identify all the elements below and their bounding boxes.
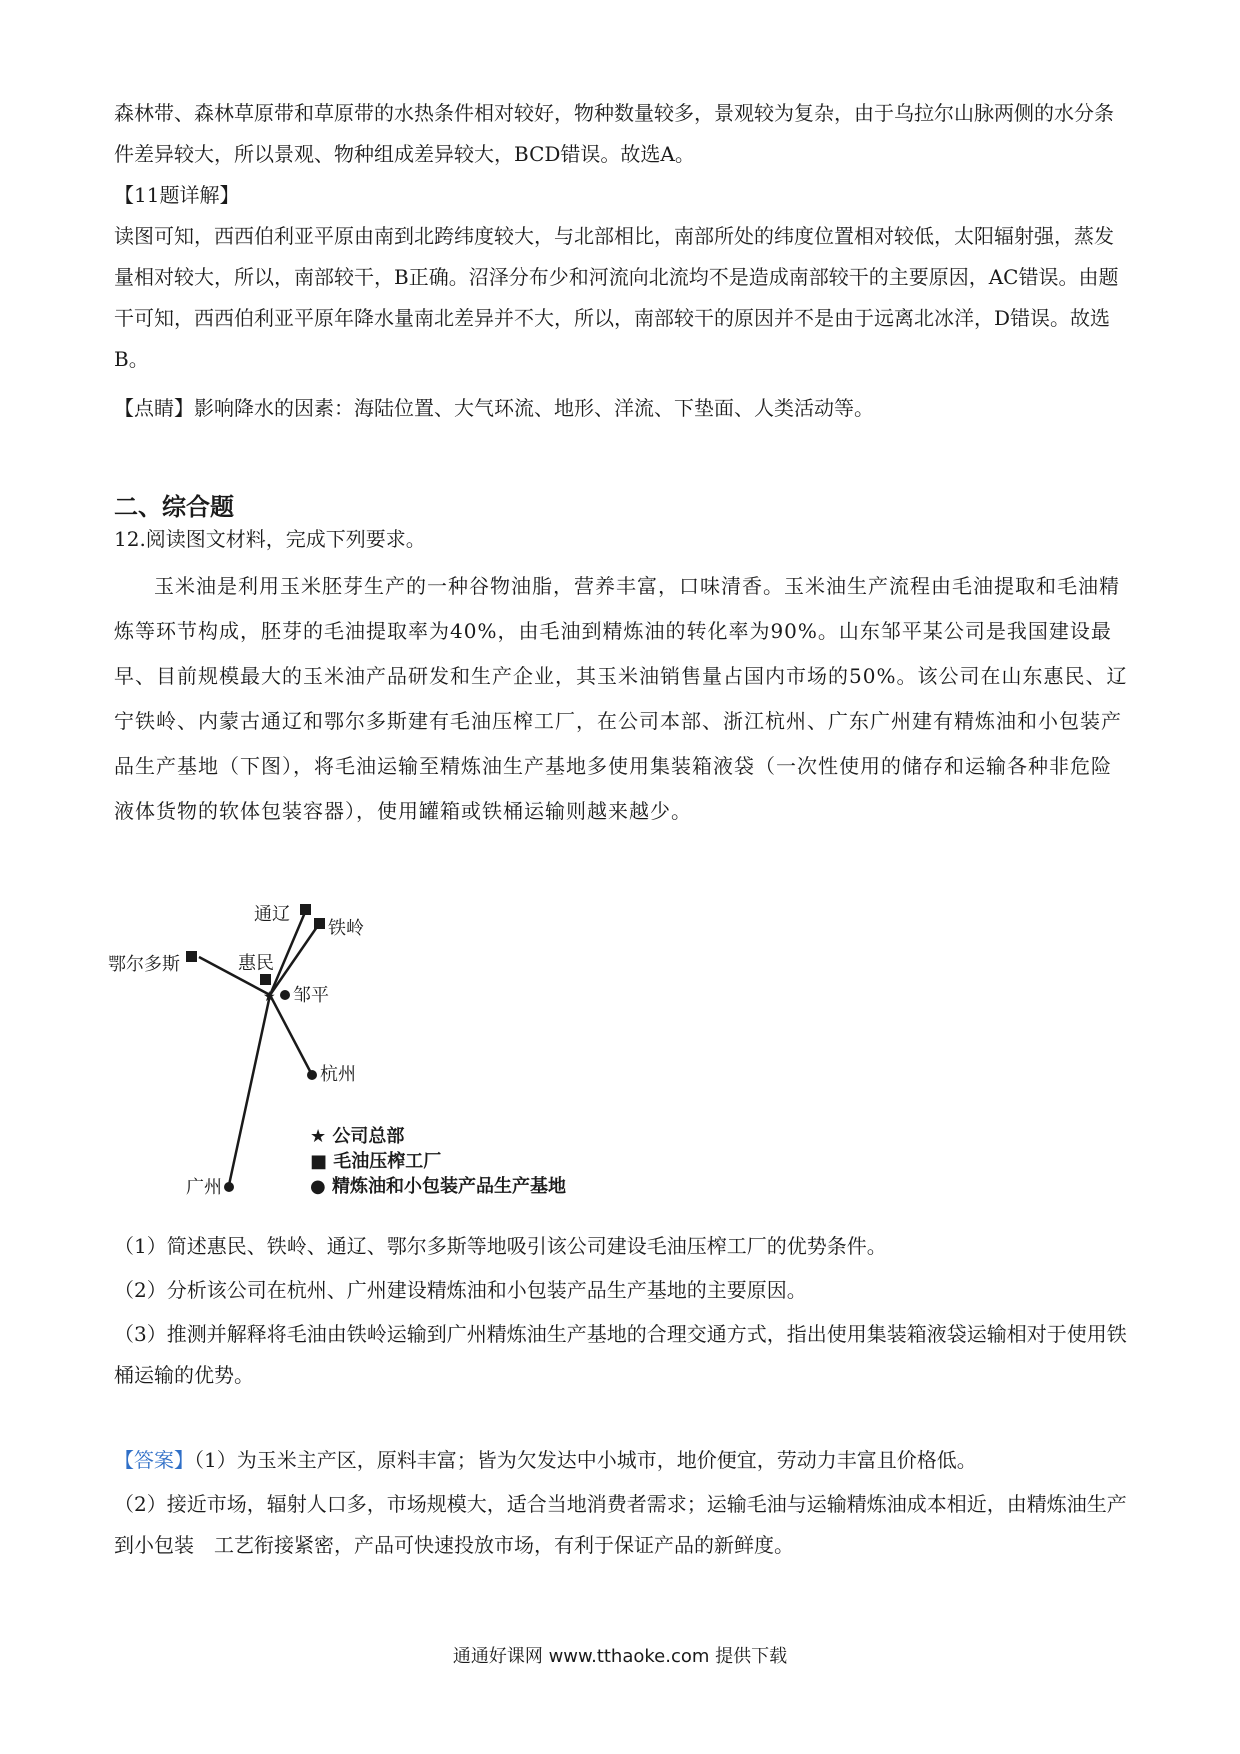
answer-1-text: （1）为玉米主产区，原料丰富；皆为欠发达中小城市，地价便宜，劳动力丰富且价格低。: [194, 1448, 977, 1472]
answer-label: 【答案】: [114, 1448, 194, 1472]
factory-icon-huimin: [260, 974, 271, 985]
label-tieling: 铁岭: [328, 918, 364, 939]
answer-1: [114, 1440, 1130, 1481]
footer: 通通好课网 www.tthaoke.com 提供下载: [452, 1646, 788, 1667]
label-zouping: 邹平: [293, 985, 329, 1006]
label-ordos: 鄂尔多斯: [108, 954, 180, 975]
section-title: 二、综合题: [114, 493, 234, 521]
q12-intro: 12.阅读图文材料，完成下列要求。: [114, 527, 426, 551]
label-hangzhou: 杭州: [320, 1064, 356, 1085]
hq-star-icon: ★: [263, 989, 276, 1005]
factory-icon-tongliao: [300, 904, 311, 915]
distribution-map: [100, 880, 660, 1210]
label-huimin: 惠民: [238, 953, 274, 974]
answer-2: （2）接近市场，辐射人口多，市场规模大，适合当地消费者需求；运输毛油与运输精炼油成本相近，由精炼油生产到小包装 工艺衔接紧密，产品可快速投放市场，有利于保证产品的新鲜度。: [114, 1492, 1127, 1557]
transport-lines: [199, 910, 319, 1185]
question-2: （2）分析该公司在杭州、广州建设精炼油和小包装产品生产基地的主要原因。: [114, 1278, 807, 1302]
tip-paragraph: 【点睛】影响降水的因素：海陆位置、大气环流、地形、洋流、下垫面、人类活动等。: [114, 396, 874, 420]
q11-heading: 【11题详解】: [114, 183, 240, 207]
legend-factory: ■ 毛油压榨工厂: [310, 1151, 442, 1172]
q11-explanation: 读图可知，西西伯利亚平原由南到北跨纬度较大，与北部相比，南部所处的纬度位置相对较低，太阳辐射强，蒸发量相对较大，所以，南部较干，B正确。沼泽分布少和河流向北流均不是造成南部较干的主要原因，AC错误。由题干可知，西西伯利亚平原年降水量南北差异并不大，所以，南部较干的原因并不是由于远离北冰洋，D错误。故选B。: [114, 224, 1119, 371]
base-icon-guangzhou: [224, 1182, 234, 1192]
label-tongliao: 通辽: [254, 904, 290, 925]
base-icon-zouping: [280, 990, 290, 1000]
factory-icon-ordos: [186, 951, 197, 962]
factory-icon-tieling: [314, 918, 325, 929]
question-3: （3）推测并解释将毛油由铁岭运输到广州精炼油生产基地的合理交通方式，指出使用集装箱液袋运输相对于使用铁桶运输的优势。: [114, 1322, 1127, 1387]
paragraph-q10-end: 森林带、森林草原带和草原带的水热条件相对较好，物种数量较多，景观较为复杂，由于乌拉尔山脉两侧的水分条件差异较大，所以景观、物种组成差异较大，BCD错误。故选A。: [114, 101, 1114, 166]
question-1: （1）简述惠民、铁岭、通辽、鄂尔多斯等地吸引该公司建设毛油压榨工厂的优势条件。: [114, 1234, 887, 1258]
base-icon-hangzhou: [307, 1070, 317, 1080]
label-guangzhou: 广州: [186, 1177, 222, 1198]
q12-material: 玉米油是利用玉米胚芽生产的一种谷物油脂，营养丰富，口味清香。玉米油生产流程由毛油提取和毛油精炼等环节构成，胚芽的毛油提取率为40%，由毛油到精炼油的转化率为90%。山东邹平某公司是我国建设最早、目前规模最大的玉米油产品研发和生产企业，其玉米油销售量占国内市场的50%。该公司在山东惠民、辽宁铁岭、内蒙古通辽和鄂尔多斯建有毛油压榨工厂，在公司本部、浙江杭州、广东广州建有精炼油和小包装产品生产基地（下图），将毛油运输至精炼油生产基地多使用集装箱液袋（一次性使用的储存和运输各种非危险液体货物的软体包装容器），使用罐箱或铁桶运输则越来越少。: [114, 574, 1128, 823]
legend-base: ● 精炼油和小包装产品生产基地: [310, 1176, 566, 1197]
legend-hq: ★ 公司总部: [310, 1126, 405, 1147]
